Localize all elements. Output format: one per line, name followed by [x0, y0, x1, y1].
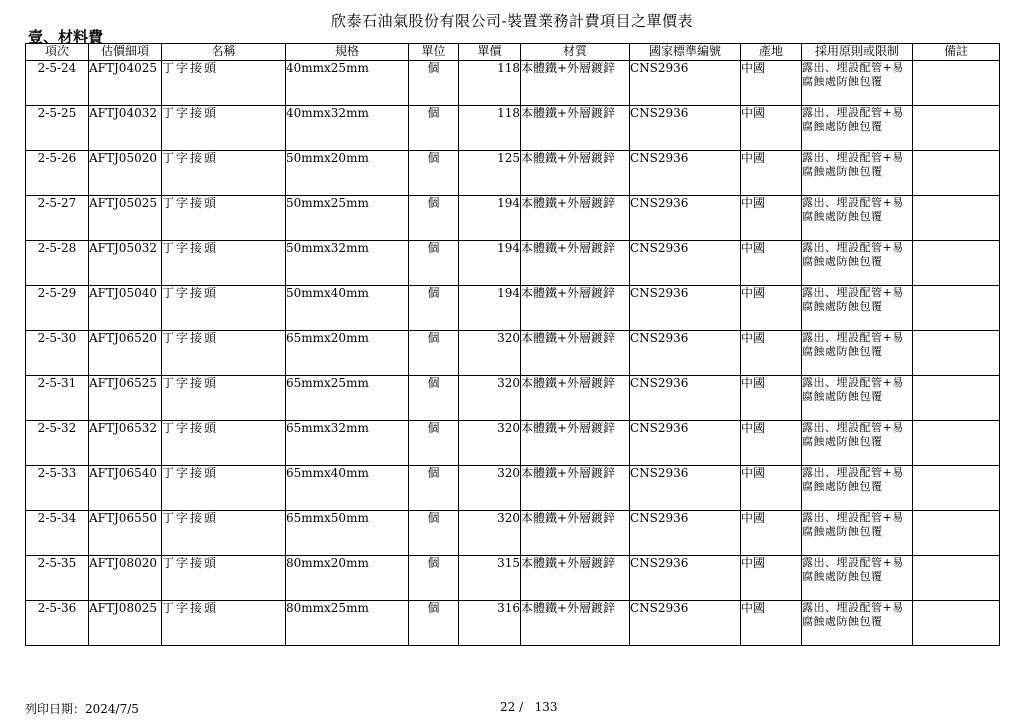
cell-origin: 中國 — [741, 61, 802, 106]
cell-name: 丁字接頭 — [162, 331, 286, 376]
table-row — [26, 331, 1000, 376]
cell-origin: 中國 — [741, 421, 802, 466]
cell-item: 2-5-24 — [26, 61, 89, 106]
table-row — [26, 151, 1000, 196]
cell-spec: 50mmx40mm — [286, 286, 409, 331]
cell-name: 丁字接頭 — [162, 421, 286, 466]
cell-origin: 中國 — [741, 331, 802, 376]
header-rule: 採用原則或限制 — [802, 44, 913, 61]
header-origin: 產地 — [741, 44, 802, 61]
table-header-row — [26, 44, 1000, 61]
cell-origin: 中國 — [741, 376, 802, 421]
table-body — [26, 61, 1000, 646]
cell-note — [913, 421, 1000, 466]
print-date: 列印日期：2024/7/5 — [25, 702, 139, 716]
cell-rule: 露出、埋設配管+易腐蝕處防蝕包覆 — [802, 106, 913, 151]
header-item: 項次 — [26, 44, 89, 61]
cell-origin: 中國 — [741, 601, 802, 646]
header-code: 估價細項 — [89, 44, 162, 61]
cell-origin: 中國 — [741, 106, 802, 151]
table-row — [26, 106, 1000, 151]
table-row — [26, 601, 1000, 646]
cell-material: 本體鐵+外層鍍鋅 — [521, 511, 630, 556]
cell-name: 丁字接頭 — [162, 106, 286, 151]
cell-price: 315 — [459, 556, 521, 601]
cell-name: 丁字接頭 — [162, 61, 286, 106]
table-row — [26, 61, 1000, 106]
document-title: 欣泰石油氣股份有限公司-裝置業務計費項目之單價表 — [330, 12, 694, 30]
cell-rule: 露出、埋設配管+易腐蝕處防蝕包覆 — [802, 61, 913, 106]
cell-spec: 65mmx20mm — [286, 331, 409, 376]
cell-standard: CNS2936 — [630, 556, 741, 601]
cell-material: 本體鐵+外層鍍鋅 — [521, 556, 630, 601]
cell-name: 丁字接頭 — [162, 241, 286, 286]
unit-price-table — [25, 43, 1000, 646]
header-note: 備註 — [913, 44, 1000, 61]
cell-price: 125 — [459, 151, 521, 196]
cell-spec: 40mmx32mm — [286, 106, 409, 151]
cell-unit: 個 — [409, 241, 459, 286]
page-number: 22 / 133 — [500, 700, 558, 714]
cell-price: 194 — [459, 241, 521, 286]
cell-code: AFTJ06540 — [89, 466, 162, 511]
cell-spec: 65mmx50mm — [286, 511, 409, 556]
cell-item: 2-5-26 — [26, 151, 89, 196]
cell-code: AFTJ05020 — [89, 151, 162, 196]
header-spec: 規格 — [286, 44, 409, 61]
cell-standard: CNS2936 — [630, 286, 741, 331]
cell-material: 本體鐵+外層鍍鋅 — [521, 376, 630, 421]
cell-code: AFTJ06550 — [89, 511, 162, 556]
cell-code: AFTJ08025 — [89, 601, 162, 646]
cell-material: 本體鐵+外層鍍鋅 — [521, 286, 630, 331]
cell-price: 118 — [459, 61, 521, 106]
cell-note — [913, 286, 1000, 331]
cell-rule: 露出、埋設配管+易腐蝕處防蝕包覆 — [802, 601, 913, 646]
cell-note — [913, 376, 1000, 421]
cell-unit: 個 — [409, 421, 459, 466]
cell-item: 2-5-36 — [26, 601, 89, 646]
cell-material: 本體鐵+外層鍍鋅 — [521, 196, 630, 241]
header-unit: 單位 — [409, 44, 459, 61]
cell-name: 丁字接頭 — [162, 466, 286, 511]
cell-unit: 個 — [409, 331, 459, 376]
cell-code: AFTJ05032 — [89, 241, 162, 286]
cell-code: AFTJ06532 — [89, 421, 162, 466]
cell-rule: 露出、埋設配管+易腐蝕處防蝕包覆 — [802, 511, 913, 556]
header-name: 名稱 — [162, 44, 286, 61]
cell-note — [913, 61, 1000, 106]
cell-code: AFTJ05025 — [89, 196, 162, 241]
cell-code: AFTJ04032 — [89, 106, 162, 151]
cell-unit: 個 — [409, 61, 459, 106]
cell-item: 2-5-33 — [26, 466, 89, 511]
cell-unit: 個 — [409, 151, 459, 196]
cell-origin: 中國 — [741, 196, 802, 241]
cell-standard: CNS2936 — [630, 106, 741, 151]
cell-item: 2-5-29 — [26, 286, 89, 331]
cell-origin: 中國 — [741, 286, 802, 331]
cell-name: 丁字接頭 — [162, 511, 286, 556]
cell-standard: CNS2936 — [630, 601, 741, 646]
cell-spec: 80mmx20mm — [286, 556, 409, 601]
section-title: 壹、材料費 — [28, 28, 104, 46]
cell-note — [913, 601, 1000, 646]
cell-code: AFTJ08020 — [89, 556, 162, 601]
cell-material: 本體鐵+外層鍍鋅 — [521, 106, 630, 151]
cell-price: 320 — [459, 331, 521, 376]
cell-standard: CNS2936 — [630, 196, 741, 241]
cell-spec: 65mmx25mm — [286, 376, 409, 421]
cell-code: AFTJ06520 — [89, 331, 162, 376]
header-price: 單價 — [459, 44, 521, 61]
cell-spec: 50mmx32mm — [286, 241, 409, 286]
cell-item: 2-5-35 — [26, 556, 89, 601]
table-row — [26, 421, 1000, 466]
cell-code: AFTJ05040 — [89, 286, 162, 331]
cell-name: 丁字接頭 — [162, 151, 286, 196]
cell-rule: 露出、埋設配管+易腐蝕處防蝕包覆 — [802, 331, 913, 376]
table-row — [26, 196, 1000, 241]
cell-rule: 露出、埋設配管+易腐蝕處防蝕包覆 — [802, 151, 913, 196]
cell-rule: 露出、埋設配管+易腐蝕處防蝕包覆 — [802, 196, 913, 241]
cell-spec: 65mmx40mm — [286, 466, 409, 511]
cell-material: 本體鐵+外層鍍鋅 — [521, 151, 630, 196]
cell-standard: CNS2936 — [630, 61, 741, 106]
cell-standard: CNS2936 — [630, 241, 741, 286]
cell-spec: 40mmx25mm — [286, 61, 409, 106]
cell-code: AFTJ04025 — [89, 61, 162, 106]
table-row — [26, 241, 1000, 286]
cell-price: 320 — [459, 466, 521, 511]
cell-name: 丁字接頭 — [162, 376, 286, 421]
cell-rule: 露出、埋設配管+易腐蝕處防蝕包覆 — [802, 286, 913, 331]
cell-unit: 個 — [409, 286, 459, 331]
cell-material: 本體鐵+外層鍍鋅 — [521, 241, 630, 286]
cell-unit: 個 — [409, 196, 459, 241]
cell-note — [913, 241, 1000, 286]
cell-item: 2-5-31 — [26, 376, 89, 421]
cell-material: 本體鐵+外層鍍鋅 — [521, 421, 630, 466]
cell-item: 2-5-34 — [26, 511, 89, 556]
cell-standard: CNS2936 — [630, 421, 741, 466]
cell-origin: 中國 — [741, 241, 802, 286]
header-standard: 國家標準編號 — [630, 44, 741, 61]
cell-material: 本體鐵+外層鍍鋅 — [521, 601, 630, 646]
cell-note — [913, 511, 1000, 556]
cell-note — [913, 466, 1000, 511]
cell-price: 316 — [459, 601, 521, 646]
cell-name: 丁字接頭 — [162, 556, 286, 601]
cell-note — [913, 196, 1000, 241]
cell-origin: 中國 — [741, 466, 802, 511]
cell-rule: 露出、埋設配管+易腐蝕處防蝕包覆 — [802, 421, 913, 466]
cell-standard: CNS2936 — [630, 151, 741, 196]
cell-price: 194 — [459, 196, 521, 241]
cell-price: 194 — [459, 286, 521, 331]
cell-price: 320 — [459, 376, 521, 421]
header-material: 材質 — [521, 44, 630, 61]
cell-note — [913, 106, 1000, 151]
cell-item: 2-5-28 — [26, 241, 89, 286]
cell-name: 丁字接頭 — [162, 286, 286, 331]
cell-material: 本體鐵+外層鍍鋅 — [521, 331, 630, 376]
cell-spec: 50mmx25mm — [286, 196, 409, 241]
cell-unit: 個 — [409, 511, 459, 556]
cell-standard: CNS2936 — [630, 376, 741, 421]
table-row — [26, 286, 1000, 331]
cell-standard: CNS2936 — [630, 511, 741, 556]
cell-price: 320 — [459, 511, 521, 556]
cell-material: 本體鐵+外層鍍鋅 — [521, 61, 630, 106]
cell-origin: 中國 — [741, 556, 802, 601]
cell-note — [913, 331, 1000, 376]
table-row — [26, 376, 1000, 421]
cell-rule: 露出、埋設配管+易腐蝕處防蝕包覆 — [802, 376, 913, 421]
cell-item: 2-5-25 — [26, 106, 89, 151]
cell-spec: 50mmx20mm — [286, 151, 409, 196]
cell-standard: CNS2936 — [630, 466, 741, 511]
table-row — [26, 466, 1000, 511]
cell-item: 2-5-30 — [26, 331, 89, 376]
cell-spec: 65mmx32mm — [286, 421, 409, 466]
cell-item: 2-5-32 — [26, 421, 89, 466]
cell-name: 丁字接頭 — [162, 601, 286, 646]
cell-note — [913, 556, 1000, 601]
cell-code: AFTJ06525 — [89, 376, 162, 421]
cell-note — [913, 151, 1000, 196]
cell-spec: 80mmx25mm — [286, 601, 409, 646]
cell-material: 本體鐵+外層鍍鋅 — [521, 466, 630, 511]
cell-unit: 個 — [409, 106, 459, 151]
cell-price: 320 — [459, 421, 521, 466]
cell-name: 丁字接頭 — [162, 196, 286, 241]
cell-unit: 個 — [409, 466, 459, 511]
table-row — [26, 511, 1000, 556]
cell-rule: 露出、埋設配管+易腐蝕處防蝕包覆 — [802, 556, 913, 601]
cell-unit: 個 — [409, 376, 459, 421]
table-row — [26, 556, 1000, 601]
cell-origin: 中國 — [741, 151, 802, 196]
cell-origin: 中國 — [741, 511, 802, 556]
cell-rule: 露出、埋設配管+易腐蝕處防蝕包覆 — [802, 241, 913, 286]
cell-price: 118 — [459, 106, 521, 151]
cell-rule: 露出、埋設配管+易腐蝕處防蝕包覆 — [802, 466, 913, 511]
cell-standard: CNS2936 — [630, 331, 741, 376]
cell-item: 2-5-27 — [26, 196, 89, 241]
cell-unit: 個 — [409, 601, 459, 646]
cell-unit: 個 — [409, 556, 459, 601]
